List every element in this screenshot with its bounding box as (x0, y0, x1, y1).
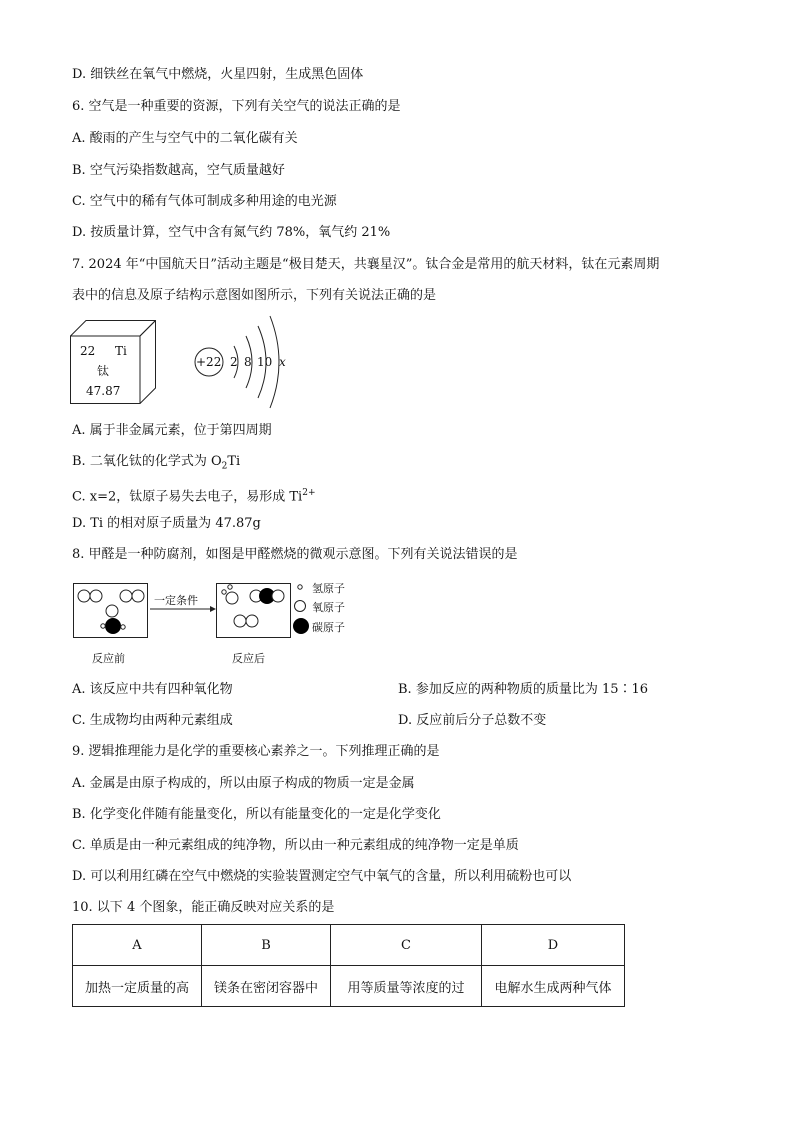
element-atomic-number: 22 (80, 344, 96, 358)
legend-carbon: 碳原子 (312, 621, 345, 634)
q7-option-c: C. x=2，钛原子易失去电子，易形成 $Ti^{2+}$ (72, 488, 316, 505)
q8-option-b: B. 参加反应的两种物质的质量比为 15∶16 (398, 682, 649, 697)
table-header-cell: B (202, 925, 331, 966)
q9-option-c: C. 单质是由一种元素组成的纯净物，所以由一种元素组成的纯净物一定是单质 (72, 838, 519, 853)
q7-option-a: A. 属于非金属元素，位于第四周期 (72, 423, 272, 438)
shell-2: 8 (244, 355, 252, 369)
table-cell: 电解水生成两种气体 (482, 966, 625, 1007)
table-header-cell: A (73, 925, 202, 966)
shell-3: 10 (257, 355, 273, 369)
table-header-row (73, 925, 625, 966)
reaction-diagram (70, 578, 310, 642)
before-label: 反应前 (92, 652, 125, 665)
table-row (73, 966, 625, 1007)
element-atomic-mass: 47.87 (86, 384, 121, 398)
q5-option-d: D. 细铁丝在氧气中燃烧，火星四射，生成黑色固体 (72, 67, 364, 82)
table-header-cell: C (331, 925, 482, 966)
table-header-cell: D (482, 925, 625, 966)
shell-4: x (279, 355, 286, 369)
q8-option-d: D. 反应前后分子总数不变 (398, 713, 547, 728)
reaction-condition: 一定条件 (154, 594, 198, 607)
table-cell: 加热一定质量的高 (73, 966, 202, 1007)
q9-option-d: D. 可以利用红磷在空气中燃烧的实验装置测定空气中氧气的含量，所以利用硫粉也可以 (72, 869, 572, 884)
q10-stem: 10. 以下 4 个图象，能正确反映对应关系的是 (72, 900, 335, 915)
element-name: 钛 (97, 364, 110, 378)
after-label: 反应后 (232, 652, 265, 665)
q9-stem: 9. 逻辑推理能力是化学的重要核心素养之一。下列推理正确的是 (72, 744, 440, 759)
q8-stem: 8. 甲醛是一种防腐剂，如图是甲醛燃烧的微观示意图。下列有关说法错误的是 (72, 547, 518, 562)
q8-option-a: A. 该反应中共有四种氧化物 (72, 682, 233, 697)
q10-table (72, 924, 625, 1007)
legend-hydrogen: 氢原子 (312, 582, 345, 595)
element-symbol: Ti (115, 344, 127, 358)
q7-stem-line2: 表中的信息及原子结构示意图如图所示，下列有关说法正确的是 (72, 288, 437, 303)
q6-option-d: D. 按质量计算，空气中含有氮气约 78%，氧气约 21% (72, 225, 391, 240)
q7-option-b: B. 二氧化钛的化学式为 $O_2Ti$ (72, 454, 241, 472)
shell-1: 2 (230, 355, 238, 369)
q9-option-b: B. 化学变化伴随有能量变化，所以有能量变化的一定是化学变化 (72, 807, 441, 822)
q7-option-d: D. Ti 的相对原子质量为 47.87g (72, 516, 261, 531)
legend-oxygen: 氧原子 (312, 601, 345, 614)
q6-stem: 6. 空气是一种重要的资源，下列有关空气的说法正确的是 (72, 99, 401, 114)
q6-option-b: B. 空气污染指数越高，空气质量越好 (72, 163, 285, 178)
table-cell: 用等质量等浓度的过 (331, 966, 482, 1007)
nucleus-charge: +22 (196, 355, 222, 369)
q6-option-c: C. 空气中的稀有气体可制成多种用途的电光源 (72, 194, 337, 209)
q9-option-a: A. 金属是由原子构成的，所以由原子构成的物质一定是金属 (72, 776, 415, 791)
table-cell: 镁条在密闭容器中 (202, 966, 331, 1007)
q8-option-c: C. 生成物均由两种元素组成 (72, 713, 233, 728)
q6-option-a: A. 酸雨的产生与空气中的二氧化碳有关 (72, 131, 298, 146)
q7-stem-line1: 7. 2024 年“中国航天日”活动主题是“极目楚天，共襄星汉”。钛合金是常用的航天材料，钛在元素周期 (72, 257, 660, 272)
